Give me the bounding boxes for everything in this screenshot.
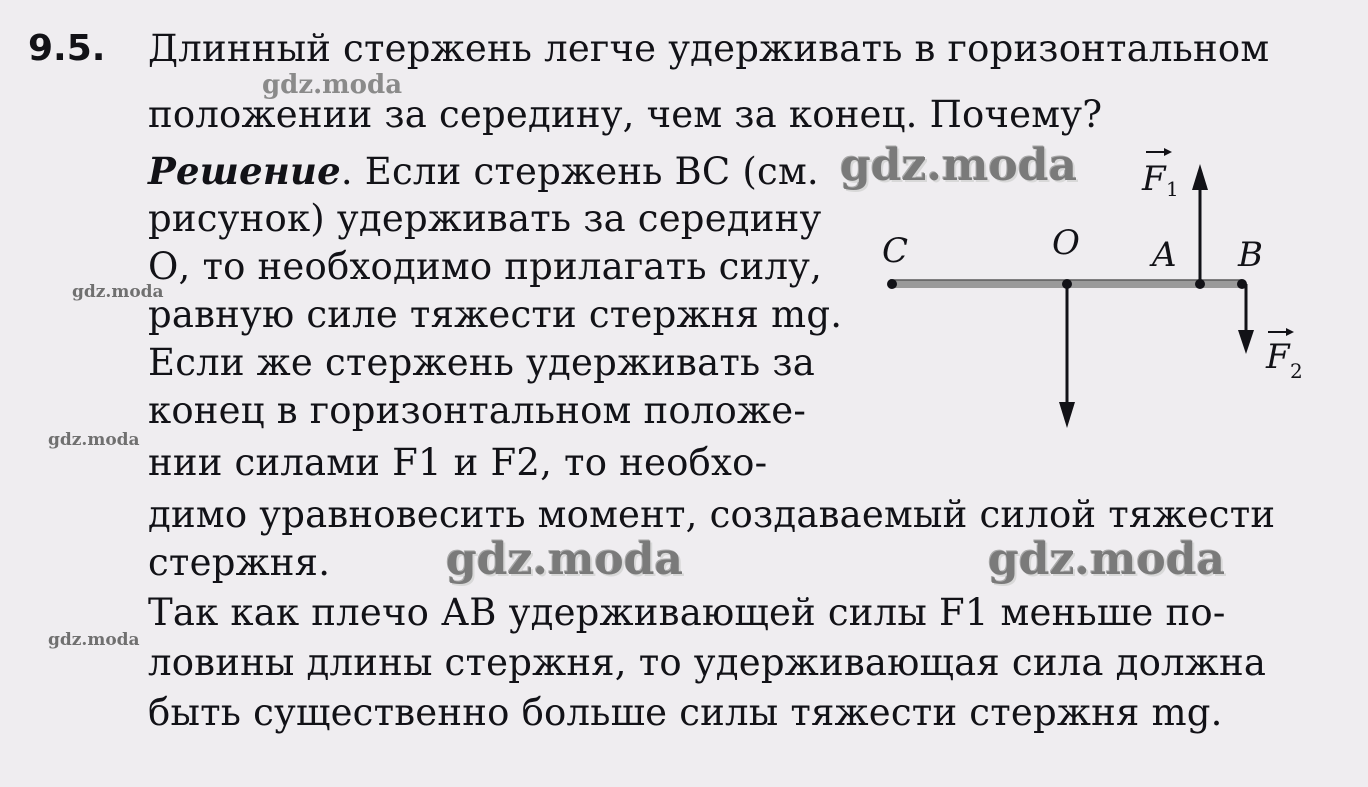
solution-line-5: Если же стержень удерживать за <box>148 341 815 384</box>
problem-line-2: положении за середину, чем за конец. Почему? <box>148 93 1103 136</box>
watermark-5: gdz.moda <box>446 534 684 585</box>
svg-text:F: F <box>1266 337 1290 377</box>
solution-line-8: димо уравновесить момент, создаваемый силой тяжести <box>148 493 1276 536</box>
solution-line-3: О, то необходимо прилагать силу, <box>148 245 823 288</box>
solution-line-4: равную силе тяжести стержня mg. <box>148 293 843 336</box>
solution-line-12: быть существенно больше силы тяжести стержня mg. <box>148 691 1223 734</box>
solution-line-10: Так как плечо АВ удерживающей силы F1 меньше по- <box>148 591 1226 634</box>
label-c: C <box>882 231 909 271</box>
label-o: O <box>1052 223 1080 263</box>
point-c <box>887 279 897 289</box>
label-f1 <box>1141 148 1179 201</box>
label-f2 <box>1265 328 1303 383</box>
watermark-7: gdz.moda <box>48 630 140 650</box>
solution-line-6: конец в горизонтальном положе- <box>148 389 807 432</box>
svg-text:F: F <box>1142 159 1166 199</box>
watermark-6: gdz.moda <box>988 534 1226 585</box>
solution-line-7: нии силами F1 и F2, то необхо- <box>148 441 768 484</box>
watermark-4: gdz.moda <box>48 430 140 450</box>
solution-line-2: рисунок) удерживать за середину <box>148 197 822 240</box>
label-a: A <box>1152 235 1177 275</box>
svg-text:1: 1 <box>1166 177 1179 201</box>
force-f1-arrow <box>1192 164 1208 284</box>
problem-line-1: Длинный стержень легче удерживать в горизонтальном <box>148 27 1270 70</box>
problem-number: 9.5. <box>28 28 106 69</box>
solution-line-11: ловины длины стержня, то удерживающая сила должна <box>148 641 1267 684</box>
watermark-1: gdz.moda <box>262 70 403 100</box>
force-f2-arrow <box>1238 284 1254 354</box>
gravity-arrow <box>1059 284 1075 428</box>
solution-heading: Решение <box>148 149 341 193</box>
solution-line-1: Решение. Если стержень ВС (см. <box>148 149 819 193</box>
solution-line-9: стержня. <box>148 541 331 584</box>
label-b: B <box>1238 235 1263 275</box>
watermark-2: gdz.moda <box>840 140 1078 191</box>
watermark-3: gdz.moda <box>72 282 164 302</box>
svg-text:2: 2 <box>1290 359 1303 383</box>
